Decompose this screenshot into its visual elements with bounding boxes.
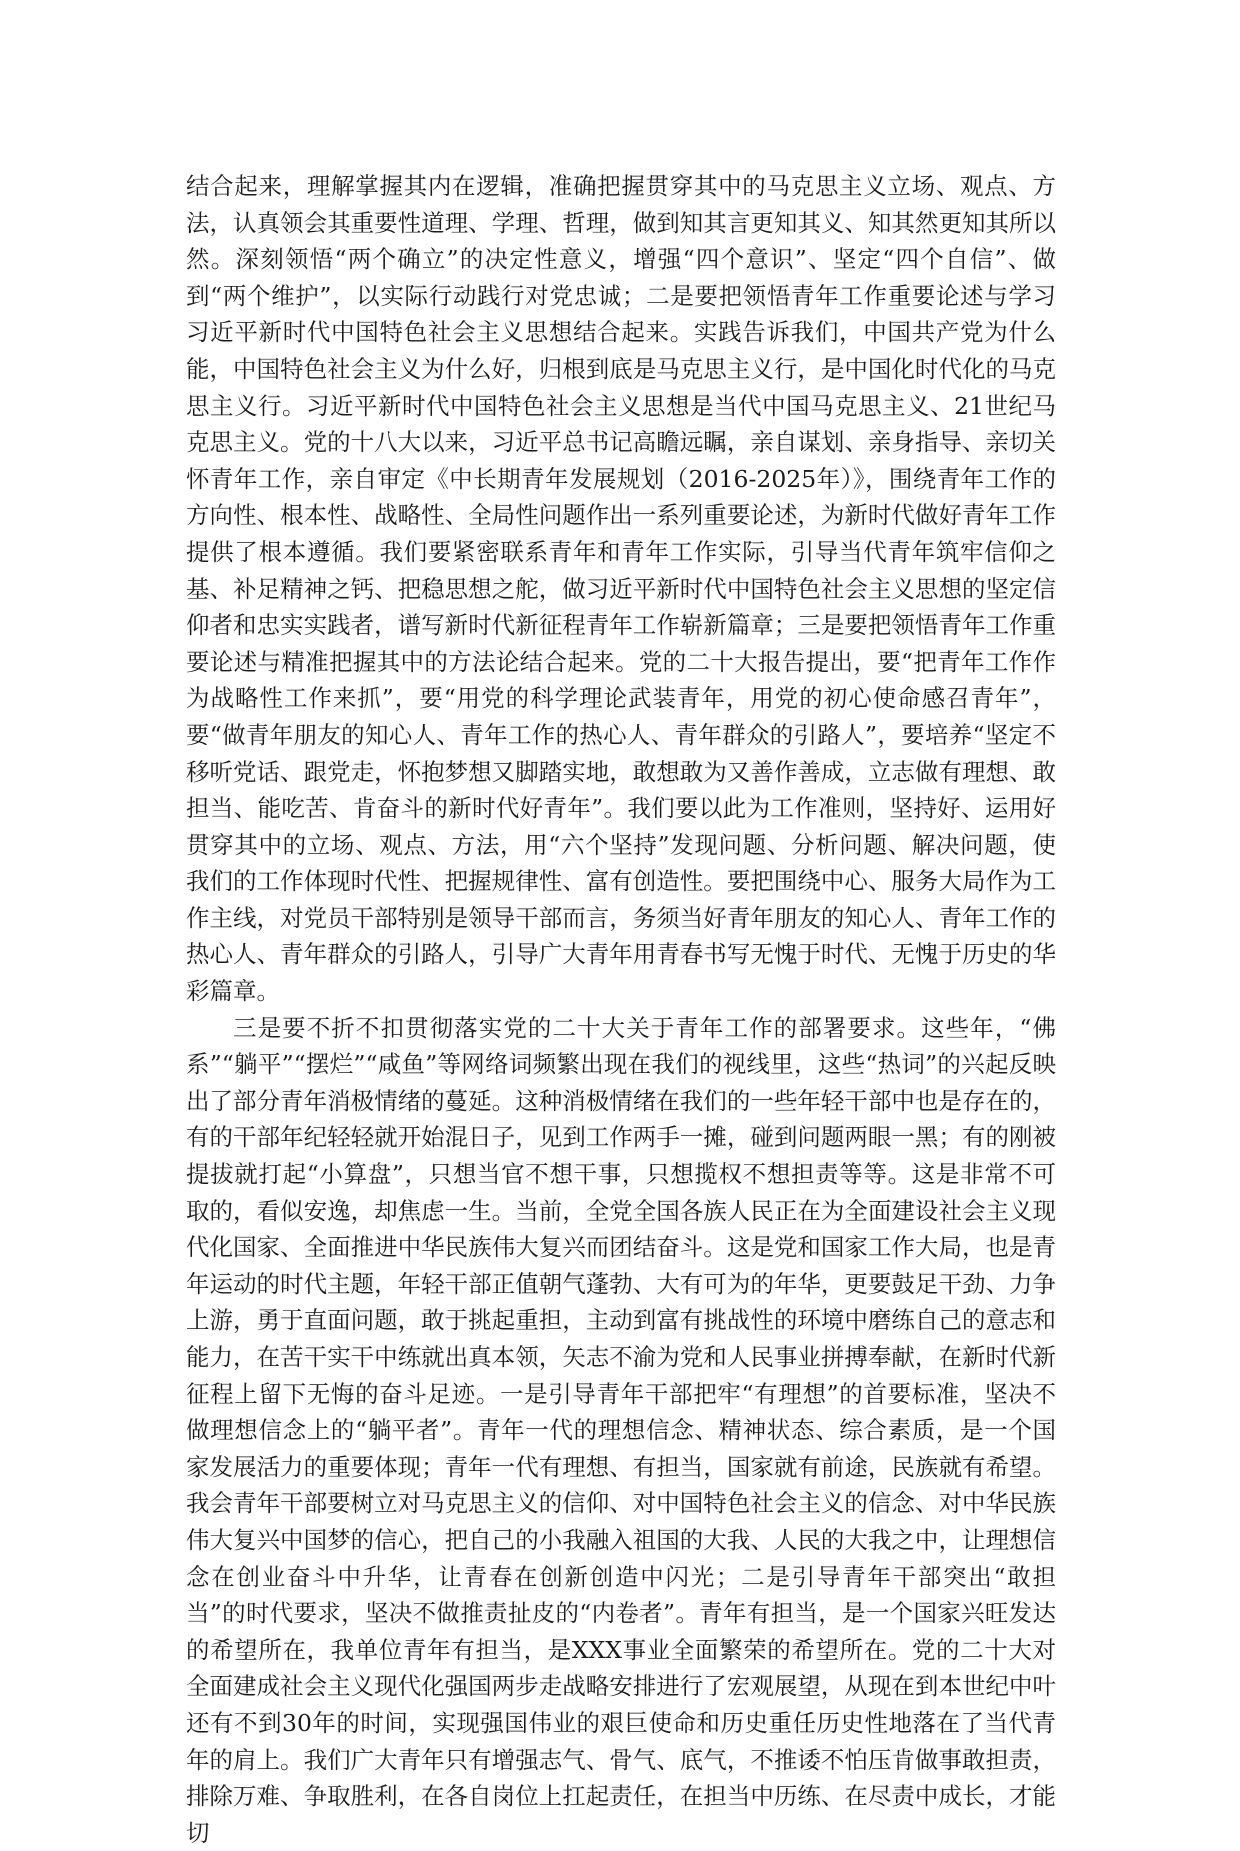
document-page: [186, 168, 1056, 1851]
paragraph-continuation: 结合起来，理解掌握其内在逻辑，准确把握贯穿其中的马克思主义立场、观点、方法，认真领会其重要性道理、学理、哲理，做到知其言更知其义、知其然更知其所以然。深刻领悟“两个确立”的决定性意义，增强“四个意识”、坚定“四个自信”、做到“两个维护”，以实际行动践行对党忠诚；二是要把领悟青年工作重要论述与学习习近平新时代中国特色社会主义思想结合起来。实践告诉我们，中国共产党为什么能，中国特色社会主义为什么好，归根到底是马克思主义行，是中国化时代化的马克思主义行。习近平新时代中国特色社会主义思想是当代中国马克思主义、21世纪马克思主义。党的十八大以来，习近平总书记高瞻远瞩，亲自谋划、亲身指导、亲切关怀青年工作，亲自审定《中长期青年发展规划（2016-2025年）》，围绕青年工作的方向性、根本性、战略性、全局性问题作出一系列重要论述，为新时代做好青年工作提供了根本遵循。我们要紧密联系青年和青年工作实际，引导当代青年筑牢信仰之基、补足精神之钙、把稳思想之舵，做习近平新时代中国特色社会主义思想的坚定信仰者和忠实实践者，谱写新时代新征程青年工作崭新篇章；三是要把领悟青年工作重要论述与精准把握其中的方法论结合起来。党的二十大报告提出，要“把青年工作作为战略性工作来抓”，要“用党的科学理论武装青年，用党的初心使命感召青年”，要“做青年朋友的知心人、青年工作的热心人、青年群众的引路人”，要培养“坚定不移听党话、跟党走，怀抱梦想又脚踏实地，敢想敢为又善作善成，立志做有理想、敢担当、能吃苦、肯奋斗的新时代好青年”。我们要以此为工作准则，坚持好、运用好贯穿其中的立场、观点、方法，用“六个坚持”发现问题、分析问题、解决问题，使我们的工作体现时代性、把握规律性、富有创造性。要把围绕中心、服务大局作为工作主线，对党员干部特别是领导干部而言，务须当好青年朋友的知心人、青年工作的热心人、青年群众的引路人，引导广大青年用青春书写无愧于时代、无愧于历史的华彩篇章。: [186, 172, 1056, 1006]
paragraph-section-three: 三是要不折不扣贯彻落实党的二十大关于青年工作的部署要求。这些年，“佛系”“躺平”“摆烂”“咸鱼”等网络词频繁出现在我们的视线里，这些“热词”的兴起反映出了部分青年消极情绪的蔓延。这种消极情绪在我们的一些年轻干部中也是存在的，有的干部年纪轻轻就开始混日子，见到工作两手一摊，碰到问题两眼一黑；有的刚被提拔就打起“小算盘”，只想当官不想干事，只想揽权不想担责等等。这是非常不可取的，看似安逸，却焦虑一生。当前，全党全国各族人民正在为全面建设社会主义现代化国家、全面推进中华民族伟大复兴而团结奋斗。这是党和国家工作大局，也是青年运动的时代主题，年轻干部正值朝气蓬勃、大有可为的年华，更要鼓足干劲、力争上游，勇于直面问题，敢于挑起重担，主动到富有挑战性的环境中磨练自己的意志和能力，在苦干实干中练就出真本领，矢志不渝为党和人民事业拼搏奉献，在新时代新征程上留下无悔的奋斗足迹。一是引导青年干部把牢“有理想”的首要标准，坚决不做理想信念上的“躺平者”。青年一代的理想信念、精神状态、综合素质，是一个国家发展活力的重要体现；青年一代有理想、有担当，国家就有前途，民族就有希望。我会青年干部要树立对马克思主义的信仰、对中国特色社会主义的信念、对中华民族伟大复兴中国梦的信心，把自己的小我融入祖国的大我、人民的大我之中，让理想信念在创业奋斗中升华，让青春在创新创造中闪光；二是引导青年干部突出“敢担当”的时代要求，坚决不做推责扯皮的“内卷者”。青年有担当，是一个国家兴旺发达的希望所在，我单位青年有担当，是XXX事业全面繁荣的希望所在。党的二十大对全面建成社会主义现代化强国两步走战略安排进行了宏观展望，从现在到本世纪中叶还有不到30年的时间，实现强国伟业的艰巨使命和历史重任历史性地落在了当代青年的肩上。我们广大青年只有增强志气、骨气、底气，不推诿不怕压肯做事敢担责，排除万难、争取胜利，在各自岗位上扛起责任，在担当中历练、在尽责中成长，才能切: [186, 1013, 1056, 1847]
